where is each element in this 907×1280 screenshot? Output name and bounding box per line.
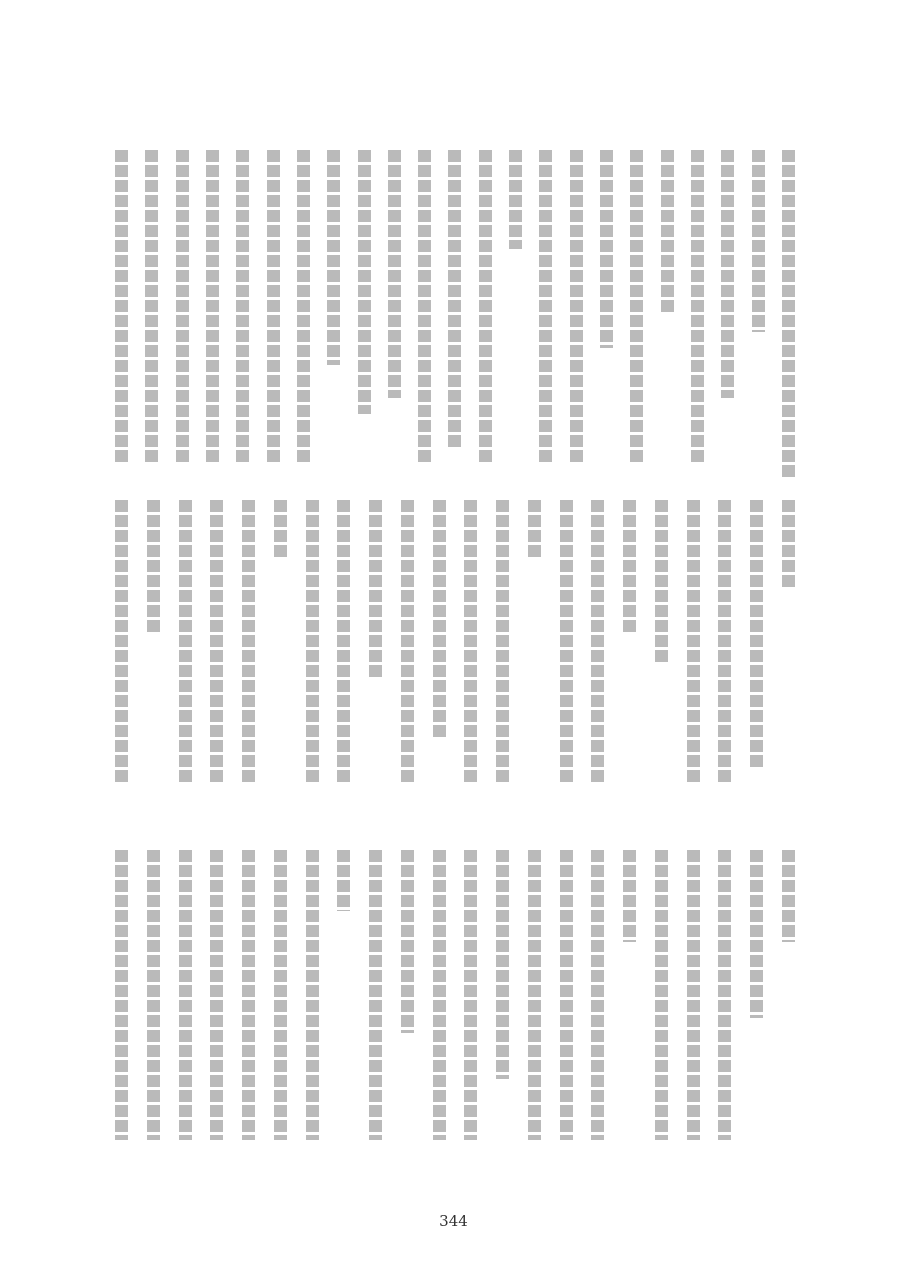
text-column	[782, 850, 795, 1155]
text-column	[687, 500, 700, 800]
text-column	[147, 850, 160, 1155]
text-column	[782, 150, 795, 480]
text-column	[721, 150, 734, 480]
text-column	[560, 500, 573, 800]
text-column	[176, 150, 189, 480]
text-column	[179, 850, 192, 1155]
text-column	[115, 850, 128, 1155]
text-column	[691, 150, 704, 480]
text-column	[401, 850, 414, 1155]
text-column	[661, 150, 674, 480]
text-column	[655, 500, 668, 800]
text-column	[274, 850, 287, 1155]
text-column	[448, 150, 461, 480]
text-column	[206, 150, 219, 480]
text-column	[369, 500, 382, 800]
text-column	[528, 500, 541, 800]
text-column	[479, 150, 492, 480]
text-column	[464, 500, 477, 800]
text-column	[718, 850, 731, 1155]
text-column	[528, 850, 541, 1155]
text-column	[242, 850, 255, 1155]
text-column	[145, 150, 158, 480]
text-column	[433, 850, 446, 1155]
text-column	[687, 850, 700, 1155]
text-column	[147, 500, 160, 800]
text-column	[539, 150, 552, 480]
text-column	[570, 150, 583, 480]
text-column	[630, 150, 643, 480]
text-column	[401, 500, 414, 800]
text-column	[600, 150, 613, 480]
text-column	[236, 150, 249, 480]
text-tier-middle	[115, 500, 795, 800]
text-column	[509, 150, 522, 480]
text-column	[337, 850, 350, 1155]
text-column	[560, 850, 573, 1155]
text-column	[306, 500, 319, 800]
text-column	[418, 150, 431, 480]
text-column	[750, 850, 763, 1155]
page-number: 344	[439, 1212, 468, 1230]
text-column	[464, 850, 477, 1155]
text-column	[718, 500, 731, 800]
text-column	[591, 500, 604, 800]
text-column	[242, 500, 255, 800]
text-tier-top	[115, 150, 795, 480]
text-column	[297, 150, 310, 480]
text-column	[388, 150, 401, 480]
text-column	[115, 500, 128, 800]
text-column	[496, 850, 509, 1155]
text-column	[750, 500, 763, 800]
text-column	[655, 850, 668, 1155]
text-column	[274, 500, 287, 800]
text-column	[358, 150, 371, 480]
text-column	[210, 500, 223, 800]
text-column	[306, 850, 319, 1155]
text-column	[752, 150, 765, 480]
text-column	[591, 850, 604, 1155]
text-column	[369, 850, 382, 1155]
text-column	[782, 500, 795, 800]
text-column	[267, 150, 280, 480]
text-column	[623, 500, 636, 800]
text-column	[115, 150, 128, 480]
text-column	[433, 500, 446, 800]
text-column	[327, 150, 340, 480]
text-tier-bottom	[115, 850, 795, 1155]
text-column	[337, 500, 350, 800]
text-column	[623, 850, 636, 1155]
text-column	[496, 500, 509, 800]
text-column	[210, 850, 223, 1155]
text-column	[179, 500, 192, 800]
